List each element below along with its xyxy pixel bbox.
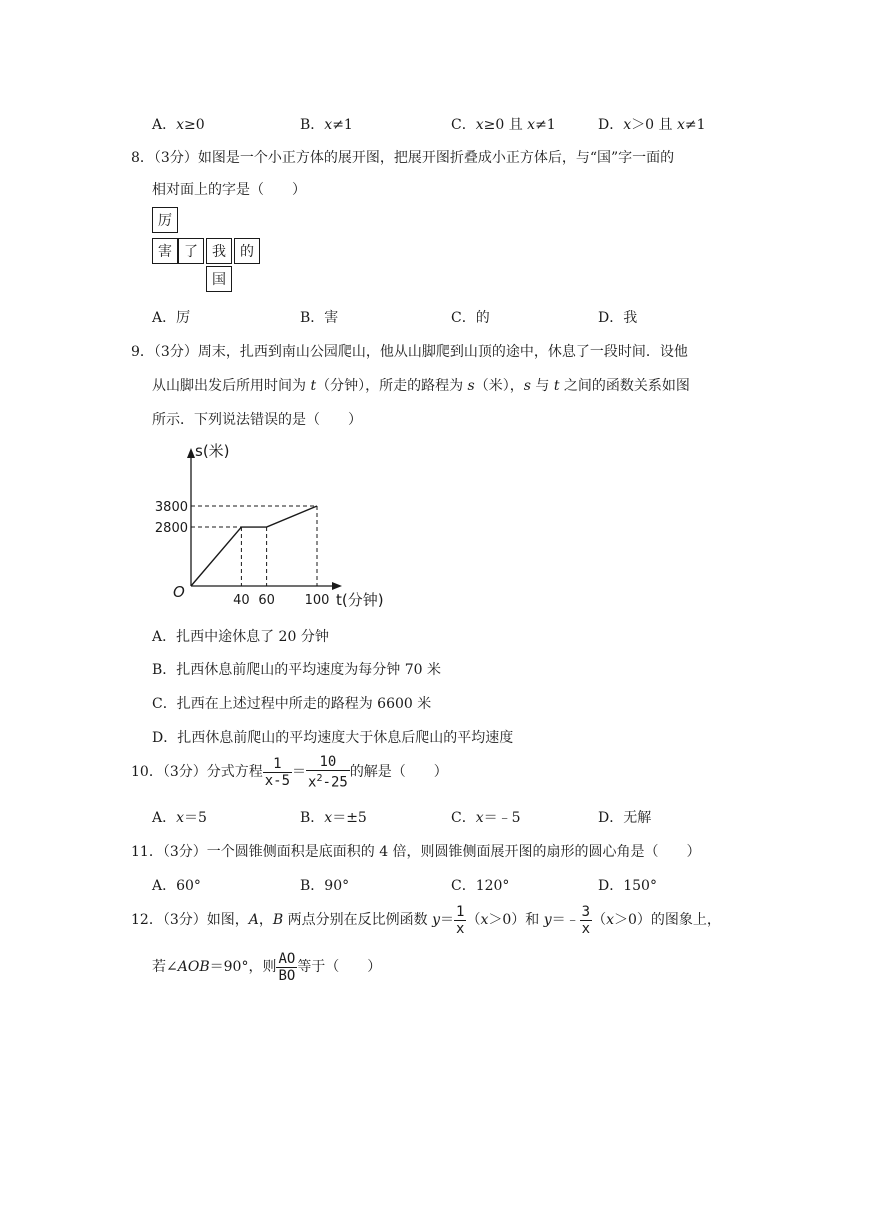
q10-option-a — [152, 807, 207, 827]
q10-option-d — [598, 807, 651, 827]
q7-option-b — [300, 114, 353, 134]
fraction-denominator: BO — [278, 967, 296, 984]
option-text: ＝﹣5 — [483, 810, 521, 826]
x-tick-label-40: 40 — [233, 593, 250, 608]
equals-sign: ＝﹣ — [551, 912, 580, 928]
q8-stem-line2: 相对面上的字是（ ） — [152, 182, 306, 198]
q8-option-c: C．的 — [451, 310, 490, 326]
var-x: x — [475, 810, 484, 826]
var-s: s — [523, 378, 531, 394]
var-x: x — [527, 117, 536, 133]
question-text: 等于（ ） — [297, 959, 382, 975]
question-number: 11． — [131, 844, 163, 860]
text: （ — [592, 912, 607, 928]
series-line — [191, 506, 317, 586]
net-cell-guo: 国 — [206, 266, 232, 292]
question-number: 9． — [131, 344, 154, 360]
option-text: ＝5 — [184, 810, 207, 826]
option-text: ≠1 — [684, 117, 706, 133]
var-t: t — [310, 378, 317, 394]
question-text: ＝90°，则 — [209, 959, 277, 975]
option-text: ≠1 — [332, 117, 353, 133]
q9-option-a: A．扎西中途休息了 20 分钟 — [152, 629, 329, 645]
option-letter: C． — [451, 117, 476, 133]
q8-option-a: A．厉 — [152, 310, 191, 326]
question-number: 10． — [131, 764, 163, 780]
den-exponent: 2 — [316, 772, 323, 784]
x-tick-label-60: 60 — [258, 593, 275, 608]
den-rest: -25 — [322, 774, 348, 791]
var-x: x — [480, 912, 489, 928]
text: 之间的函数关系如图 — [559, 378, 690, 394]
option-letter: B． — [300, 810, 325, 826]
var-a: A — [248, 912, 259, 928]
option-letter: A． — [152, 810, 177, 826]
q10-option-b — [300, 807, 367, 827]
option-letter: B． — [300, 117, 325, 133]
question-number: 12． — [131, 912, 163, 928]
fraction-denominator — [306, 771, 350, 791]
question-points: （3分） — [162, 844, 207, 860]
fraction-numerator: 3 — [581, 903, 591, 920]
var-s: s — [467, 378, 475, 394]
fraction-denominator: x-5 — [264, 772, 291, 789]
text: （分钟），所走的路程为 — [316, 378, 468, 394]
text: （米）， — [474, 378, 524, 394]
q11-option-c: C．120° — [451, 878, 510, 894]
q10-stem — [131, 752, 448, 792]
option-text: 无解 — [623, 810, 652, 826]
q11-option-d: D．150° — [598, 878, 657, 894]
option-text: ≥0 — [184, 117, 205, 133]
text: ＞0）的图象上， — [613, 912, 721, 928]
origin-label: O — [173, 583, 185, 601]
fraction-numerator: AO — [278, 950, 296, 967]
q9-stem-line3: 所示．下列说法错误的是（ ） — [152, 412, 362, 428]
var-t: t — [553, 378, 560, 394]
distance-time-chart — [154, 438, 400, 614]
net-cell-wo: 我 — [206, 238, 232, 264]
var-x: x — [176, 810, 185, 826]
text: ， — [258, 912, 273, 928]
option-text: ≥0 且 — [483, 117, 528, 133]
fraction-numerator: 1 — [456, 903, 465, 920]
q12-stem-line1 — [131, 900, 721, 940]
q9-stem-line1 — [131, 341, 688, 361]
fraction-10-over-x2-minus-25 — [306, 754, 350, 791]
net-cell-hai: 害 — [152, 238, 178, 264]
option-letter: A． — [152, 117, 177, 133]
fraction-1-over-x-minus-5 — [263, 756, 292, 789]
fraction-numerator: 1 — [263, 756, 292, 773]
var-x: x — [475, 117, 484, 133]
q9-stem-line2 — [152, 375, 690, 395]
option-letter: D． — [598, 810, 624, 826]
option-letter: D． — [598, 117, 624, 133]
x-axis-arrow — [332, 582, 342, 590]
option-text: ＝±5 — [332, 810, 367, 826]
fraction-numerator: 10 — [306, 754, 350, 771]
q8-option-d: D．我 — [598, 310, 638, 326]
q8-stem-line1 — [131, 147, 674, 167]
net-cell-le: 了 — [178, 238, 204, 264]
option-text: ≠1 — [535, 117, 556, 133]
text: （ — [466, 912, 481, 928]
fraction-ao-over-bo — [276, 951, 297, 984]
question-text: 分式方程 — [206, 764, 263, 780]
question-number: 8． — [131, 150, 154, 166]
question-text: 若∠ — [152, 959, 178, 975]
question-points: （3分） — [162, 764, 207, 780]
q10-option-c — [451, 807, 521, 827]
y-tick-label-3800: 3800 — [154, 500, 188, 516]
fraction-1-over-x — [454, 904, 466, 937]
angle-aob: AOB — [177, 959, 210, 975]
var-x: x — [606, 912, 614, 928]
q9-option-d: D．扎西休息前爬山的平均速度大于休息后爬山的平均速度 — [152, 730, 514, 746]
x-tick-label-100: 100 — [304, 593, 330, 608]
option-text: ＞0 且 — [631, 117, 677, 133]
y-axis-label: s(米) — [195, 442, 230, 460]
q9-option-c: C．扎西在上述过程中所走的路程为 6600 米 — [152, 696, 432, 712]
q7-option-c — [451, 114, 556, 134]
question-text: 一个圆锥侧面积是底面积的 4 倍，则圆锥侧面展开图的扇形的圆心角是（ ） — [206, 844, 701, 860]
net-cell-de: 的 — [234, 238, 260, 264]
text: 从山脚出发后所用时间为 — [152, 378, 311, 394]
question-text: 周末，扎西到南山公园爬山，他从山脚爬到山顶的途中，休息了一段时间．设他 — [197, 344, 688, 360]
q7-option-d — [598, 114, 706, 134]
question-text: 如图是一个小正方体的展开图，把展开图折叠成小正方体后，与“国”字一面的 — [197, 150, 675, 166]
option-letter: C． — [451, 810, 476, 826]
text: ＞0）和 — [488, 912, 544, 928]
fraction-denominator: x — [456, 920, 465, 937]
text: 与 — [530, 378, 554, 394]
question-points: （3分） — [162, 912, 207, 928]
question-text: 如图， — [206, 912, 249, 928]
question-points: （3分） — [153, 344, 198, 360]
question-points: （3分） — [153, 150, 198, 166]
fraction-3-over-x — [580, 904, 592, 937]
var-y: y — [543, 912, 552, 928]
x-axis-label: t(分钟) — [336, 591, 384, 609]
q11-option-b: B．90° — [300, 878, 350, 894]
question-text: 两点分别在反比例函数 — [283, 912, 433, 928]
var-x: x — [176, 117, 185, 133]
q7-option-a — [152, 114, 205, 134]
q8-option-b: B．害 — [300, 310, 339, 326]
equals-sign: ＝ — [440, 912, 454, 928]
q11-option-a: A．60° — [152, 878, 201, 894]
var-x: x — [324, 810, 333, 826]
var-x: x — [623, 117, 632, 133]
q12-stem-line2 — [152, 947, 381, 987]
question-text: 的解是（ ） — [349, 764, 448, 780]
equals-sign: ＝ — [292, 764, 307, 780]
den-base: x — [308, 774, 317, 791]
fraction-denominator: x — [581, 920, 591, 937]
var-x: x — [676, 117, 685, 133]
var-b: B — [272, 912, 284, 928]
q9-option-b: B．扎西休息前爬山的平均速度为每分钟 70 米 — [152, 662, 442, 678]
q11-stem — [131, 841, 701, 861]
net-cell-li: 厉 — [152, 207, 178, 233]
y-tick-label-2800: 2800 — [154, 521, 188, 537]
var-y: y — [432, 912, 440, 928]
var-x: x — [324, 117, 333, 133]
y-axis-arrow — [187, 448, 195, 458]
cube-net-figure — [152, 207, 262, 295]
